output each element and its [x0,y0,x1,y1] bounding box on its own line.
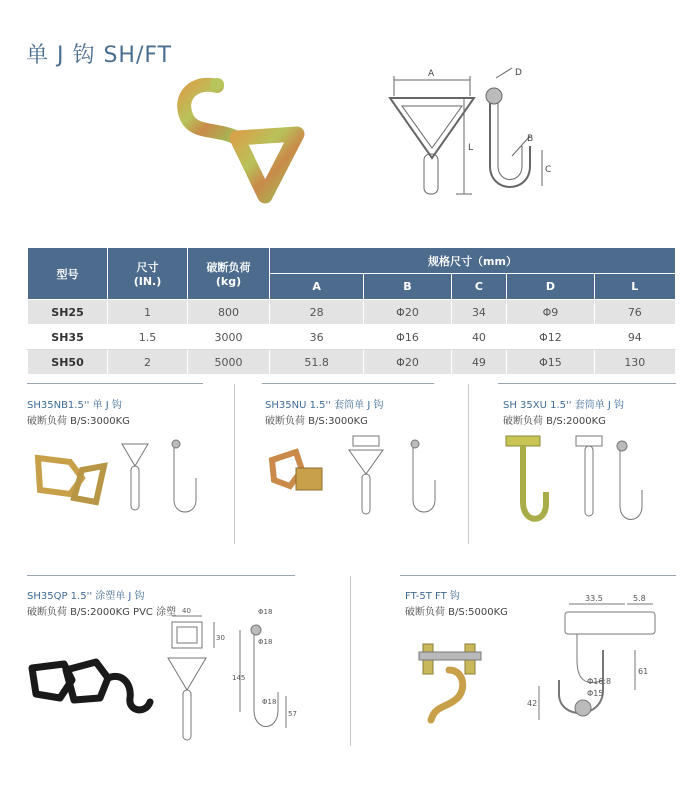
th-c: C [451,274,506,300]
product-drawing [118,430,208,530]
product-breaking-load: 破断负荷 B/S:2000KG PVC 涂塑 [27,607,177,618]
product-title: SH 35XU 1.5'' 套筒单 J 钩 [503,400,625,411]
divider [468,384,469,544]
dim-61: 61 [638,667,649,676]
divider [27,575,295,576]
dim-15: Φ15 [587,689,604,698]
dim-b: B [527,134,534,144]
product-drawing [162,600,297,745]
table-row: SH50 2 5000 51.8 Φ20 49 Φ15 130 [28,350,676,375]
spec-table [27,247,676,375]
th-size: 尺寸 (IN.) [108,248,188,300]
product-title: SH35QP 1.5'' 涂塑单 J 钩 [27,591,145,602]
product-photo [30,440,110,510]
dim-l: L [468,143,474,153]
table-row: SH25 1 800 28 Φ20 34 Φ9 76 [28,300,676,325]
divider [27,383,203,384]
th-b: B [364,274,451,300]
dim-18c: Φ18 [262,698,277,706]
main-hook-photo [165,68,325,208]
product-breaking-load: 破断负荷 B/S:2000KG [503,416,606,427]
divider [262,383,434,384]
page-title: 单 J 钩 SH/FT [26,43,173,68]
dim-d: D [515,68,522,78]
product-photo [500,432,560,532]
th-load: 破断负荷 (kg) [188,248,270,300]
product-photo [26,650,156,725]
th-d: D [507,274,594,300]
th-spec: 规格尺寸（mm） [270,248,676,274]
divider [498,383,676,384]
dim-30: 30 [216,634,225,642]
product-title: SH35NB1.5'' 单 J 钩 [27,400,122,411]
product-drawing [345,430,445,530]
th-l: L [594,274,675,300]
dim-42: 42 [527,699,538,708]
th-model: 型号 [28,248,108,300]
dim-16-8: Φ16.8 [587,677,612,686]
dim-a: A [428,69,435,79]
dim-18b: Φ18 [258,638,273,646]
dim-5-8: 5.8 [633,594,646,603]
divider [350,576,351,746]
dim-145: 145 [232,674,246,682]
dim-c: C [545,165,552,175]
main-hook-drawing [372,66,572,216]
product-breaking-load: 破断负荷 B/S:3000KG [27,416,130,427]
table-row: SH35 1.5 3000 36 Φ16 40 Φ12 94 [28,325,676,350]
product-drawing [572,432,672,532]
product-title: FT-5T FT 钩 [405,591,460,602]
product-photo [415,630,495,730]
divider [400,575,676,576]
th-a: A [270,274,364,300]
divider [234,384,235,544]
product-drawing [515,590,675,740]
product-breaking-load: 破断负荷 B/S:5000KG [405,607,508,618]
product-photo [262,440,342,510]
product-title: SH35NU 1.5'' 套筒单 J 钩 [265,400,384,411]
dim-33-5: 33.5 [585,594,603,603]
dim-18a: Φ18 [258,608,273,616]
product-breaking-load: 破断负荷 B/S:3000KG [265,416,368,427]
dim-57: 57 [288,710,297,718]
dim-40: 40 [182,607,191,615]
